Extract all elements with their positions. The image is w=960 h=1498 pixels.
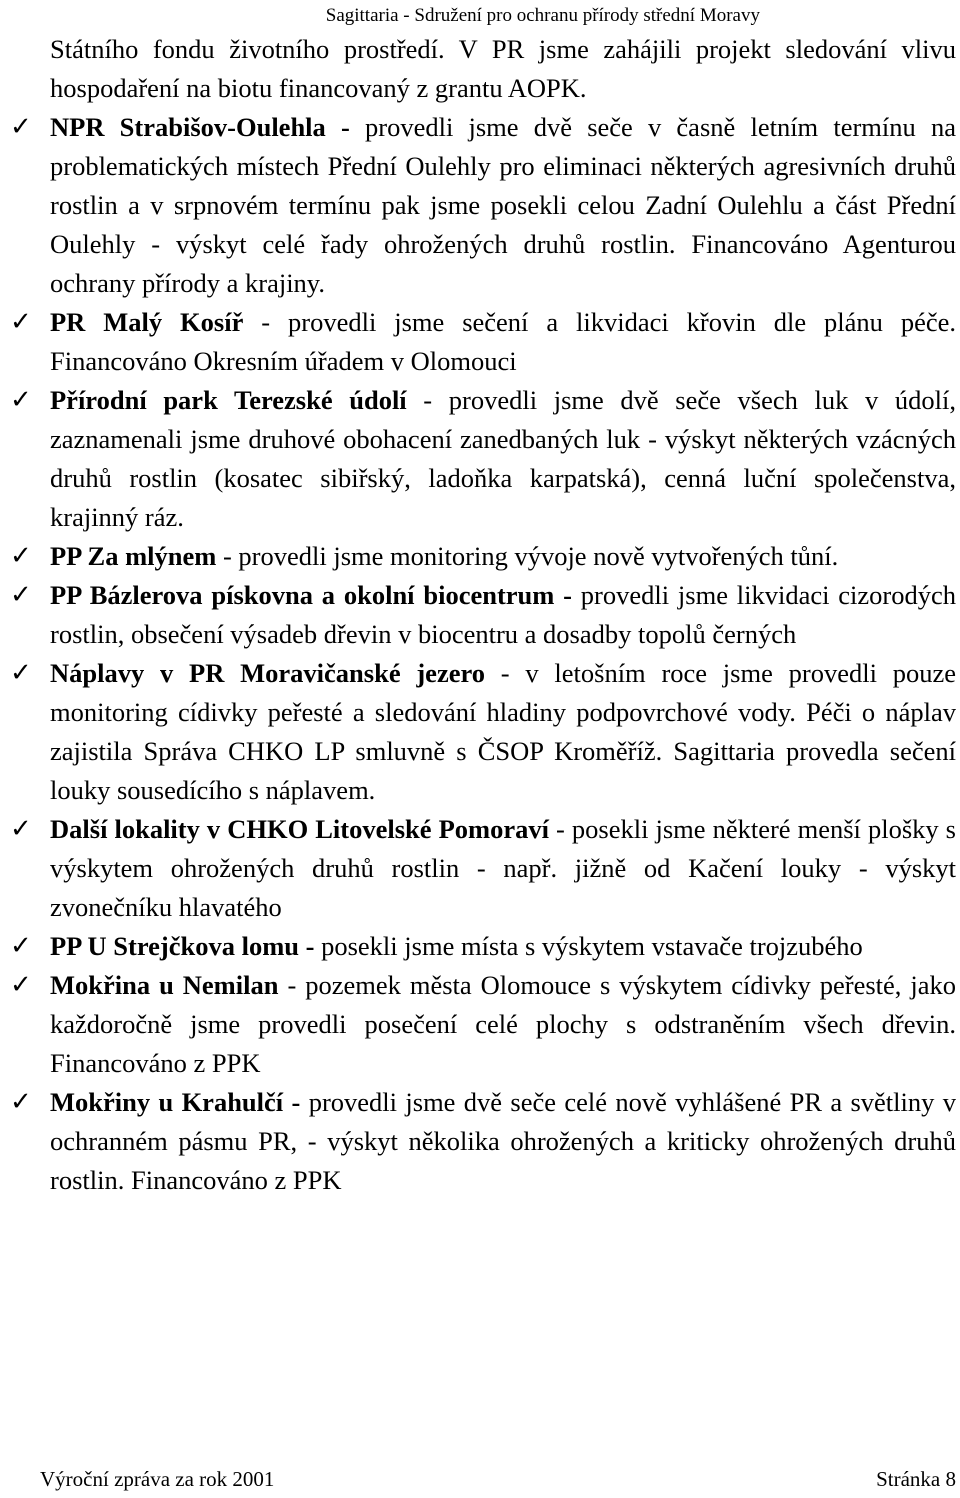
item-text: - provedli jsme dvě seče všech luk v údolí, zaznamenali jsme druhové obohacení zanedbaných luk - výskyt některých vzácných druhů rostlin (kosatec sibiřský, ladoňka karpatská), cenná luční společenstva, krajinný ráz. — [50, 385, 956, 532]
list-item — [10, 576, 956, 654]
item-title: Náplavy v PR Moravičanské jezero — [50, 658, 485, 688]
item-text: posekli jsme místa s výskytem vstavače trojzubého — [314, 931, 863, 961]
list-item — [10, 966, 956, 1083]
list-item — [10, 108, 956, 303]
list-item — [10, 303, 956, 381]
item-title: PP Za mlýnem — [50, 541, 217, 571]
item-title: Mokřiny u Krahulčí - — [50, 1087, 301, 1117]
checkmark-icon: ✓ — [10, 541, 32, 571]
footer-page-number: Stránka 8 — [876, 1467, 956, 1491]
item-title: PP Bázlerova pískovna a okolní biocentrum - — [50, 580, 572, 610]
lead-paragraph: Státního fondu životního prostředí. V PR jsme zahájili projekt sledování vlivu hospodaření na biotu financovaný z grantu AOPK. — [50, 34, 956, 103]
item-title: NPR Strabišov-Oulehla - — [50, 112, 350, 142]
item-text: - posekli jsme některé menší plošky s výskytem ohrožených druhů rostlin - např. jižně od Kačení louky - výskyt zvonečníku hlavatého — [50, 814, 956, 922]
item-text: - pozemek města Olomouce s výskytem cídivky peřesté, jako každoročně jsme provedli posečení celé plochy s odstraněním všech dřevin. Financováno z PPK — [50, 970, 956, 1078]
item-title: PR Malý Kosíř — [50, 307, 244, 337]
page-content — [10, 30, 956, 1200]
list-item — [10, 1083, 956, 1200]
item-title: Mokřina u Nemilan — [50, 970, 279, 1000]
checkmark-icon: ✓ — [10, 385, 32, 415]
checkmark-icon: ✓ — [10, 307, 32, 337]
footer-report-title: Výroční zpráva za rok 2001 — [40, 1467, 275, 1491]
page-footer — [40, 1466, 956, 1492]
list-item — [10, 381, 956, 537]
checkmark-icon: ✓ — [10, 931, 32, 961]
item-title: PP U Strejčkova lomu - — [50, 931, 315, 961]
item-text: provedli jsme dvě seče v časně letním termínu na problematických místech Přední Oulehly pro eliminaci některých agresivních druhů rostlin a v srpnovém termínu pak jsme posekli celou Zadní Oulehlu a část Přední Oulehly - výskyt celé řady ohrožených druhů rostlin. Financováno Agenturou ochrany přírody a krajiny. — [50, 112, 956, 298]
item-title: Přírodní park Terezské údolí — [50, 385, 407, 415]
list-item — [10, 537, 956, 576]
list-item — [10, 927, 956, 966]
list-item — [10, 810, 956, 927]
checkmark-icon: ✓ — [10, 112, 32, 142]
item-text: - provedli jsme sečení a likvidaci křovin dle plánu péče. Financováno Okresním úřadem v Olomouci — [50, 307, 957, 376]
checkmark-icon: ✓ — [10, 970, 32, 1000]
activity-list — [10, 108, 956, 1200]
item-text: - provedli jsme monitoring vývoje nově vytvořených tůní. — [216, 541, 839, 571]
checkmark-icon: ✓ — [10, 814, 32, 844]
item-text: provedli jsme likvidaci cizorodých rostlin, obsečení výsadeb dřevin v biocentru a dosadby topolů černých — [50, 580, 957, 649]
item-text: provedli jsme dvě seče celé nově vyhlášené PR a světliny v ochranném pásmu PR, - výskyt několika ohrožených a kriticky ohrožených druhů rostlin. Financováno z PPK — [50, 1087, 957, 1195]
checkmark-icon: ✓ — [10, 658, 32, 688]
checkmark-icon: ✓ — [10, 1087, 32, 1117]
item-text: - v letošním roce jsme provedli pouze monitoring cídivky peřesté a sledování hladiny podpovrchové vody. Péči o náplav zajistila Správa CHKO LP smluvně s ČSOP Kroměříž. Sagittaria provedla sečení louky sousedícího s náplavem. — [50, 658, 956, 805]
list-item — [10, 654, 956, 810]
running-header: Sagittaria - Sdružení pro ochranu přírody střední Moravy — [325, 5, 760, 26]
checkmark-icon: ✓ — [10, 580, 32, 610]
item-title: Další lokality v CHKO Litovelské Pomoraví — [50, 814, 549, 844]
